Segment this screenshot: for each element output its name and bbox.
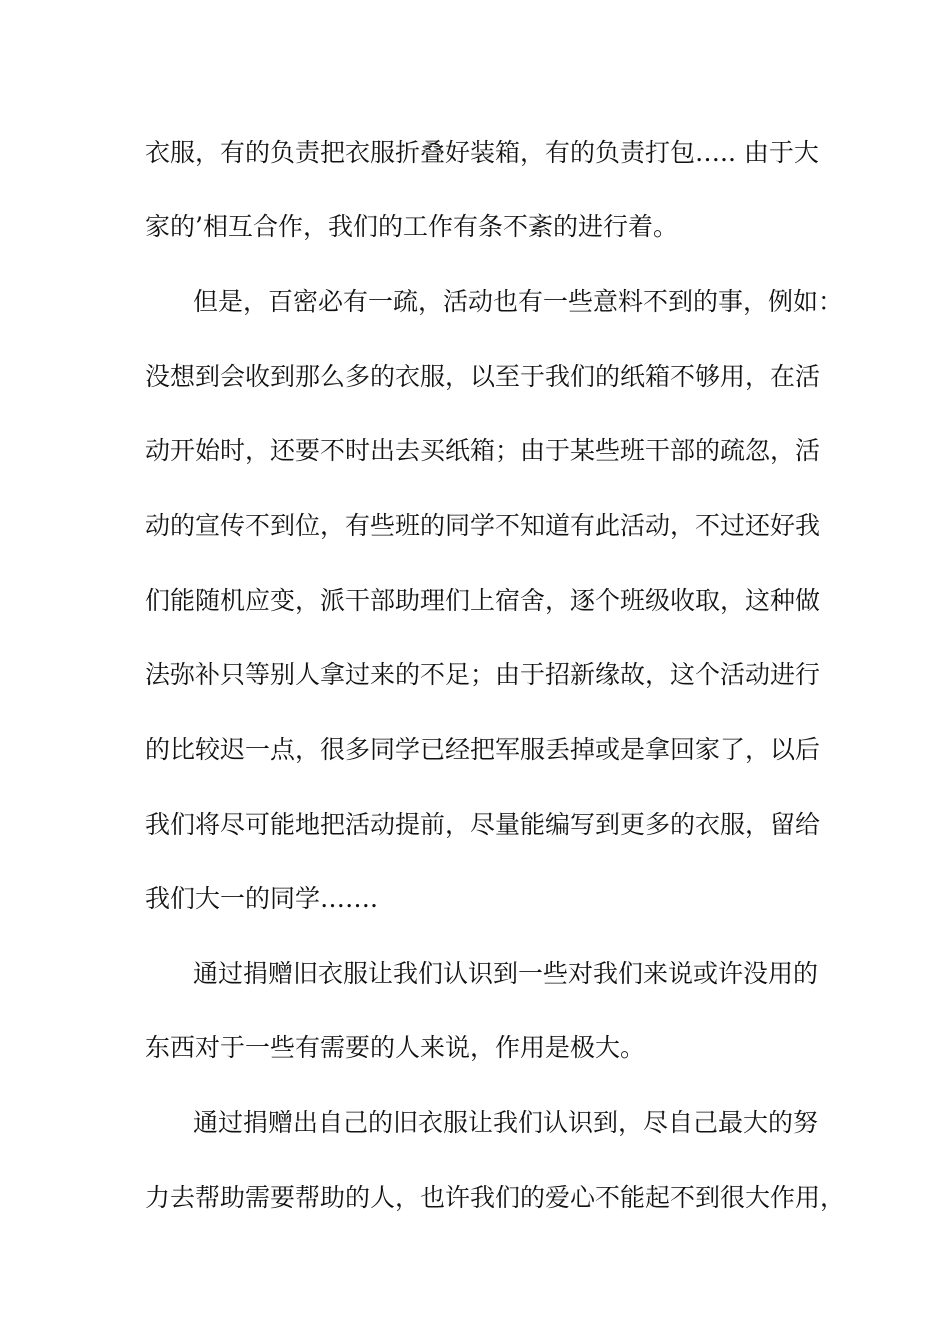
text-line-15: 力去帮助需要帮助的人，也许我们的爱心不能起不到很大作用， xyxy=(145,1183,846,1212)
paragraph-start-line-3: 但是，百密必有一疏，活动也有一些意料不到的事，例如： xyxy=(193,287,844,316)
text-line-5: 动开始时，还要不时出去买纸箱；由于某些班干部的疏忽，活 xyxy=(145,436,821,465)
paragraph-start-line-14: 通过捐赠出自己的旧衣服让我们认识到，尽自己最大的努 xyxy=(193,1108,819,1137)
text-line-8: 法弥补只等别人拿过来的不足；由于招新缘故，这个活动进行 xyxy=(145,660,821,689)
text-line-13: 东西对于一些有需要的人来说，作用是极大。 xyxy=(145,1033,646,1062)
text-line-11: 我们大一的同学……. xyxy=(145,884,378,913)
paragraph-start-line-12: 通过捐赠旧衣服让我们认识到一些对我们来说或许没用的 xyxy=(193,959,819,988)
text-line-1: 衣服，有的负责把衣服折叠好装箱，有的负责打包….. 由于大 xyxy=(145,138,819,167)
text-line-7: 们能随机应变，派干部助理们上宿舍，逐个班级收取，这种做 xyxy=(145,586,821,615)
text-line-4: 没想到会收到那么多的衣服，以至于我们的纸箱不够用，在活 xyxy=(145,362,821,391)
text-line-6: 动的宣传不到位，有些班的同学不知道有此活动，不过还好我 xyxy=(145,511,821,540)
text-line-9: 的比较迟一点，很多同学已经把军服丢掉或是拿回家了，以后 xyxy=(145,735,821,764)
text-line-2: 家的’相互合作，我们的工作有条不紊的进行着。 xyxy=(145,212,678,241)
text-line-10: 我们将尽可能地把活动提前，尽量能编写到更多的衣服，留给 xyxy=(145,810,821,839)
